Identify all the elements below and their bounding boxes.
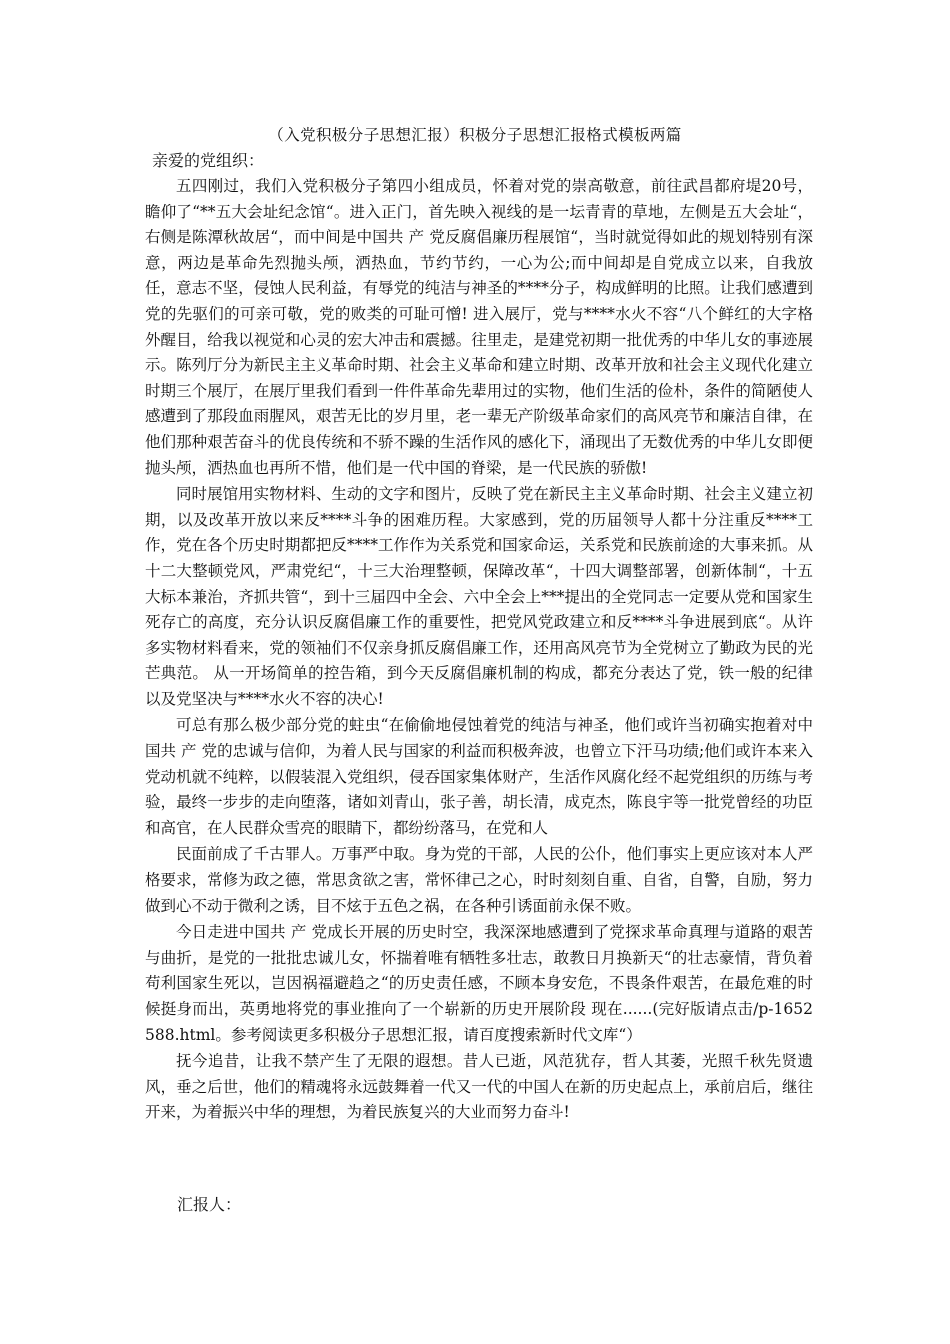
greeting-line: 亲爱的党组织： [152,151,265,170]
paragraph-5: 今日走进中国共 产 党成长开展的历史时空，我深深地感遭到了党探求革命真理与道路的艰苦与曲折，是党的一批批忠诚儿女，怀揣着唯有牺牲多壮志，敢教日月换新天“的壮志豪情，背负着苟利国家生死以，岂因祸福避趋之“的历史责任感，不顾本身安危，不畏条件艰苦，在最危难的时候挺身而出，英勇地将党的事业推向了一个崭新的历史开展阶段 现在......(完好版请点击/p-1652588.html。参考阅读更多积极分子思想汇报，请百度搜索新时代文库“） [145,923,813,1044]
paragraph-2: 同时展馆用实物材料、生动的文字和图片，反映了党在新民主主义革命时期、社会主义建立初期，以及改革开放以来反****斗争的困难历程。大家感到，党的历届领导人都十分注重反****工作，党在各个历史时期都把反****工作作为关系党和国家命运，关系党和民族前途的大事来抓。从十二大整顿党风，严肃党纪“，十三大治理整顿，保障改革“，十四大调整部署，创新体制“，十五大标本兼治，齐抓共管“，到十三届四中全会、六中全会上***提出的全党同志一定要从党和国家生死存亡的高度，充分认识反腐倡廉工作的重要性，把党风党政建立和反****斗争进展到底“。从许多实物材料看来，党的领袖们不仅亲身抓反腐倡廉工作，还用高风亮节为全党树立了勤政为民的光芒典范。 从一开场简单的控告箱，到今天反腐倡廉机制的构成，都充分表达了党，铁一般的纪律以及党坚决与****水火不容的决心! [145,485,813,708]
paragraph-1: 五四刚过，我们入党积极分子第四小组成员，怀着对党的崇高敬意，前往武昌都府堤20号，瞻仰了“**五大会址纪念馆“。进入正门，首先映入视线的是一坛青青的草地，左侧是五大会址“，右侧是陈潭秋故居“，而中间是中国共 产 党反腐倡廉历程展馆“，当时就觉得如此的规划特别有深意，两边是革命先烈抛头颅，洒热血，节约节约，一心为公;而中间却是自党成立以来，自我放任，意志不坚，侵蚀人民利益，有辱党的纯洁与神圣的****分子，构成鲜明的比照。让我们感遭到党的先驱们的可亲可敬，党的败类的可耻可憎! 进入展厅，党与****水火不容“八个鲜红的大字格外醒目，给我以视觉和心灵的宏大冲击和震撼。往里走，是建党初期一批优秀的中华儿女的事迹展示。陈列厅分为新民主主义革命时期、社会主义革命和建立时期、改革开放和社会主义现代化建立时期三个展厅，在展厅里我们看到一件件革命先辈用过的实物，他们生活的俭朴，条件的简陋使人感遭到了那段血雨腥风，艰苦无比的岁月里，老一辈无产阶级革命家们的高风亮节和廉洁自律，在他们那种艰苦奋斗的优良传统和不骄不躁的生活作风的感化下，涌现出了无数优秀的中华儿女即便抛头颅，洒热血也再所不惜，他们是一代中国的脊梁，是一代民族的骄傲! [145,177,813,477]
document-body [145,174,813,1127]
paragraph-4: 民面前成了千古罪人。万事严中取。身为党的干部，人民的公仆，他们事实上更应该对本人严格要求，常修为政之德，常思贪欲之害，常怀律己之心，时时刻刻自重、自省，自警，自励，努力做到心不动于微利之诱，目不炫于五色之祸，在各种引诱面前永保不败。 [145,845,813,915]
paragraph-3: 可总有那么极少部分党的蛀虫“在偷偷地侵蚀着党的纯洁与神圣，他们或许当初确实抱着对中国共 产 党的忠诚与信仰，为着人民与国家的利益而积极奔波，也曾立下汗马功绩;他们或许本来入党动机就不纯粹，以假装混入党组织，侵吞国家集体财产，生活作风腐化经不起党组织的历练与考验，最终一步步的走向堕落，诸如刘青山，张子善，胡长清，成克杰，陈良宇等一批党曾经的功臣和高官，在人民群众雪亮的眼睛下，都纷纷落马，在党和人 [145,716,813,837]
document-title: （入党积极分子思想汇报）积极分子思想汇报格式模板两篇 [268,126,682,144]
signature-line: 汇报人： [177,1195,242,1214]
paragraph-6: 抚今追昔，让我不禁产生了无限的遐想。昔人已逝，风范犹存，哲人其萎，光照千秋先贤遗风，垂之后世，他们的精魂将永远鼓舞着一代又一代的中国人在新的历史起点上，承前启后，继往开来，为着振兴中华的理想，为着民族复兴的大业而努力奋斗! [145,1052,813,1122]
